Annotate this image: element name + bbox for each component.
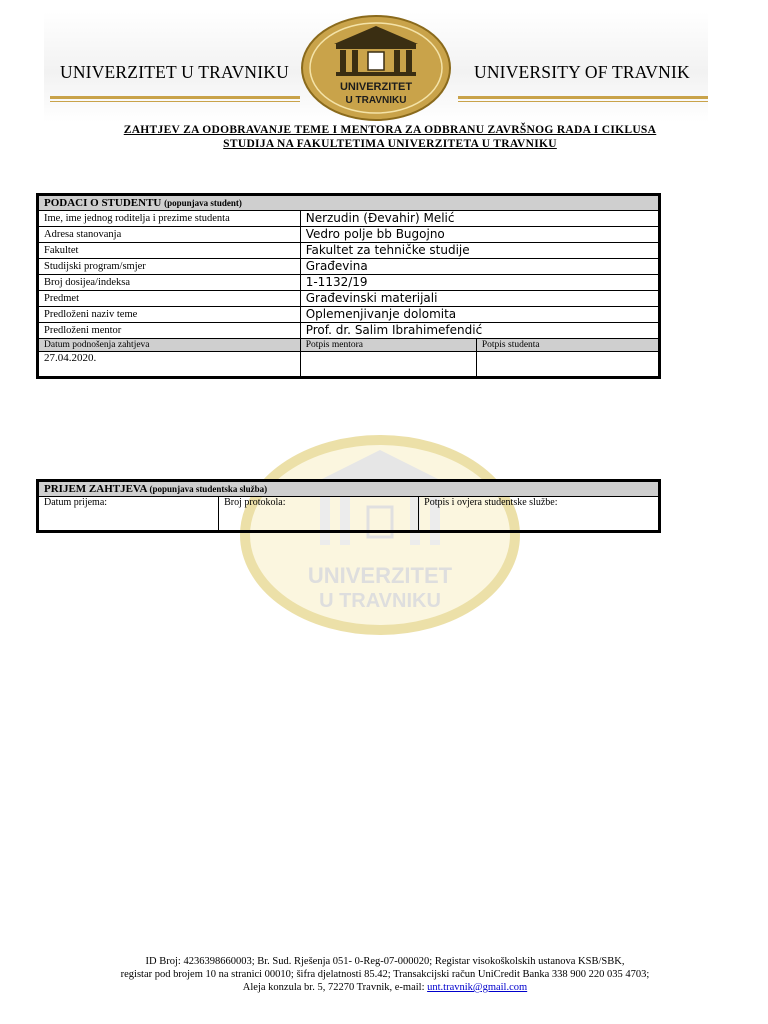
field-label-address: Adresa stanovanja xyxy=(38,227,301,243)
table-row xyxy=(38,323,660,339)
reception-field-row xyxy=(38,497,660,532)
document-title-line1: ZAHTJEV ZA ODOBRAVANJE TEME I MENTORA ZA ODBRANU ZAVRŠNOG RADA I CIKLUSA xyxy=(123,124,657,136)
protocol-number-field[interactable]: Broj protokola: xyxy=(219,497,419,532)
student-section-title: PODACI O STUDENTU xyxy=(44,197,162,209)
student-section-header xyxy=(38,195,660,211)
table-row xyxy=(38,307,660,323)
reception-section-header xyxy=(38,481,660,497)
table-row xyxy=(38,259,660,275)
footer-line3 xyxy=(40,981,730,994)
university-name-local: UNIVERZITET U TRAVNIKU xyxy=(60,62,289,82)
field-label-study-program: Studijski program/smjer xyxy=(38,259,301,275)
gold-rule-right-thin xyxy=(458,101,708,102)
table-row xyxy=(38,211,660,227)
gold-rule-left-thin xyxy=(50,101,300,102)
field-value-faculty[interactable]: Fakultet za tehničke studije xyxy=(300,243,659,259)
letterhead xyxy=(44,12,708,122)
table-row xyxy=(38,243,660,259)
university-logo-icon xyxy=(300,14,452,122)
document-title-line2: STUDIJA NA FAKULTETIMA UNIVERZITETA U TRAVNIKU xyxy=(223,138,557,150)
signature-header-row xyxy=(38,339,660,352)
student-section-note: (popunjava student) xyxy=(164,198,242,208)
reception-section-note: (popunjava studentska služba) xyxy=(149,484,268,494)
submission-date-header: Datum podnošenja zahtjeva xyxy=(38,339,301,352)
footer-line1: ID Broj: 4236398660003; Br. Sud. Rješenja 051- 0-Reg-07-000020; Registar visokoškolskih ustanova KSB/SBK, xyxy=(145,956,625,967)
office-signature-field[interactable]: Potpis i ovjera studentske službe: xyxy=(419,497,660,532)
email-link[interactable]: unt.travnik@gmail.com xyxy=(427,982,528,993)
student-signature-field[interactable] xyxy=(476,352,659,378)
table-row xyxy=(38,275,660,291)
footer-address: Aleja konzula br. 5, 72270 Travnik, e-mail: xyxy=(242,982,428,993)
field-value-mentor[interactable]: Prof. dr. Salim Ibrahimefendić xyxy=(300,323,659,339)
field-value-index-number[interactable]: 1-1132/19 xyxy=(300,275,659,291)
watermark-text-line2: U TRAVNIKU xyxy=(319,590,441,612)
field-value-address[interactable]: Vedro polje bb Bugojno xyxy=(300,227,659,243)
student-signature-header: Potpis studenta xyxy=(476,339,659,352)
field-value-subject[interactable]: Građevinski materijali xyxy=(300,291,659,307)
footer-line2: registar pod brojem 10 na stranici 00010; šifra djelatnosti 85.42; Transakcijski račun UniCredit Banka 338 900 220 035 4703; xyxy=(120,969,650,980)
logo-text-line2: U TRAVNIKU xyxy=(345,95,407,106)
mentor-signature-header: Potpis mentora xyxy=(300,339,476,352)
reception-table xyxy=(36,479,661,533)
mentor-signature-field[interactable] xyxy=(300,352,476,378)
reception-date-field[interactable]: Datum prijema: xyxy=(38,497,219,532)
field-value-full-name[interactable]: Nerzudin (Đevahir) Melić xyxy=(300,211,659,227)
watermark-text-line1: UNIVERZITET xyxy=(307,563,453,588)
gold-rule-right xyxy=(458,96,708,99)
field-label-mentor: Predloženi mentor xyxy=(38,323,301,339)
field-label-full-name: Ime, ime jednog roditelja i prezime studenta xyxy=(38,211,301,227)
field-label-faculty: Fakultet xyxy=(38,243,301,259)
student-data-table xyxy=(36,193,661,379)
field-value-study-program[interactable]: Građevina xyxy=(300,259,659,275)
footer xyxy=(40,955,730,994)
field-label-topic: Predloženi naziv teme xyxy=(38,307,301,323)
university-name-english: UNIVERSITY OF TRAVNIK xyxy=(474,62,690,82)
gold-rule-left xyxy=(50,96,300,99)
submission-date-value[interactable]: 27.04.2020. xyxy=(38,352,301,378)
logo-text-line1: UNIVERZITET xyxy=(339,81,413,93)
field-value-topic[interactable]: Oplemenjivanje dolomita xyxy=(300,307,659,323)
table-row xyxy=(38,227,660,243)
table-row xyxy=(38,291,660,307)
field-label-subject: Predmet xyxy=(38,291,301,307)
field-label-index-number: Broj dosijea/indeksa xyxy=(38,275,301,291)
reception-section-title: PRIJEM ZAHTJEVA xyxy=(44,483,147,495)
signature-row xyxy=(38,352,660,378)
